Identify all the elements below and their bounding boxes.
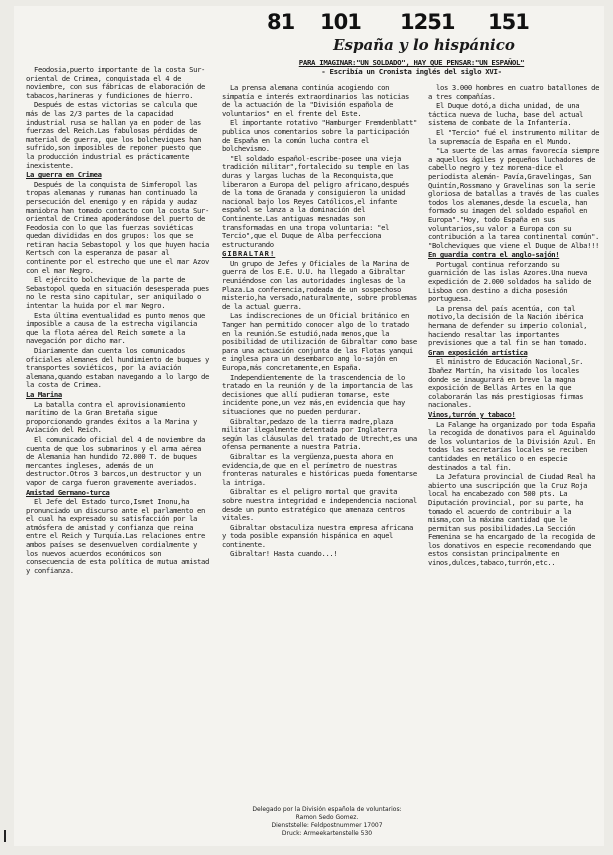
section-heading: En guardia contra el anglo-sajón! [428, 250, 560, 260]
section-heading: La Marina [26, 389, 62, 399]
paragraph: El comunicado oficial del 4 de noviembre da cuenta de que los submarinos y el arma aérea de Alemania han hundido 72.000 T. de buques mercantes ingleses, además de un destructor.Otros 3 barcos,un destructor y un vapor de carga fueron gravemente averiados. [26, 434, 206, 487]
paragraph: Esta última eventualidad es punto menos que imposible a causa de la estrecha vigilancia que la flota aérea del Reich somete a la navegación por dicho mar. [26, 310, 206, 346]
paragraph: Independientemente de la trascendencia de lo tratado en la reunión y de la importancia de las decisiones que allí pudieran tomarse, este incidente pone,un vez más,en evidencia que hay situaciones que no pueden perdurar. [222, 372, 413, 416]
paragraph: Después de estas victorias se calcula que más de las 2/3 partes de la capacidad industrial rusa se hallan ya en poder de las fuerzas del Reich.Las fabulosas pérdidas de material de guerra, que los bolcheviques han sufrido,son imposibles de reponer puesto que la producción industrial es prácticamente inexistente. [26, 100, 201, 170]
paragraph: Las indiscreciones de un Oficial británico en Tanger han permitido conocer algo de lo tratado en la reunión.Se estudió,nada menos,que la posibilidad de utilización de Gibraltar como base para una actuación conjunta de las Flotas yanqui e inglesa para un desembarco ang lo-sajón en Europa,más concretamente,en España. [222, 311, 417, 372]
paragraph: Diariamente dan cuenta los comunicados oficiales alemanes del hundimiento de buques y transportes soviéticos, por la aviación alemana,quando estaban navegando a lo largo de la costa de Crimea. [26, 346, 209, 390]
section-heading: Gran exposición artística [428, 347, 528, 357]
subheadline: PARA IMAGINAR:"UN SOLDADO", HAY QUE PENSAR:"UN ESPAÑOL" [298, 58, 525, 67]
document-page [14, 6, 604, 846]
masthead: España y lo hispánico [333, 36, 515, 54]
paragraph: Un grupo de Jefes y Oficiales de la Marina de guerra de los E.E. U.U. ha llegado a Gibraltar reuniéndose con las autoridades inglesas de la Plaza.La conferencia,rodeada de un sospechoso misterio,ha versado,naturalmente, sobre problemas de la actual guerra. [222, 258, 417, 311]
paragraph: El ministro de Educación Nacional,Sr. Ibañez Martín, ha visitado los locales donde se inaugurará en breve la magna exposición de Bellas Artes en la que colaborarán las más prestigiosas firmas nacionales. [428, 357, 584, 410]
subheadline-block [219, 58, 604, 76]
scan-mark [4, 830, 6, 842]
handwritten-number: 1251 [400, 10, 455, 34]
paragraph: los 3.000 hombres en cuatro batallones de a tres compañías. [428, 84, 600, 101]
paragraph: "El soldado español-escribe-posee una viejа tradición militar",fortalecido su temple en las duras y largas luchas de la Reconquista,que liberaron a Europa del peligro africano,después de la toma de Granada y consiguieron la unidad nacional bajo los Reyes Católicos,el infante español se lanza a la dominación del Continente.Las antiguas mesnadas son transformadas en una tropa voluntaria: "el Tercio",que el Duque de Alba perfecciona estructurando [222, 153, 409, 249]
paragraph: Portugal continua reforzando su guarnición de las islas Azores.Una nueva expedición de 2.000 soldados ha salido de Lisboa con destino a dicha posesión portuguesa. [428, 259, 592, 304]
paragraph: El Jefe del Estado turco,Ismet Inonu,ha pronunciado un discurso ante el parlamento en el cual ha expresado su satisfacción por la atmósfera de amistad y confianza que reina entre el Reich y Turquía.Las relaciones entre ambos países se desenvuelven cordialmente y los nuevos acuerdos económicos son consecuencia de esta política de mutua amistad y confianza. [26, 497, 209, 575]
paragraph: "La suerte de las armas favorecía siempre a aquellos ágiles y pequeños luchadores de cabello negro y tez morena-dice el periodista alemán- Pavía,Gravelingas, San Quintín,Rossmano y Gravelinas son la serie gloriosa de batallas a través de las cuales todos los alemanes,desde la escuela, han formado su imagen del soldado español en Europa"."Hoy, todo España en sus voluntarios,su valor a Europa con su contribución a la tarea continental común". "Bolcheviques que viene el Duque de Alba!!! [428, 146, 600, 250]
paragraph: Después de la conquista de Simferopol las tropas alemanas y rumanas han continuado la persecución del enemigo y en rápida y audaz maniobra han tomado contacto con la costa Sur-oriental de Crimea apoderándose del puerto de Feodosia con lo que las fuerzas soviéticas quedan divididas en dos grupos: los que se retiran hacia Sebastopol y los que huyen hacia Kertsch con la esperanza de pasar al continente por el estrecho que une el mar Azov con el mar Negro. [26, 179, 209, 275]
handwritten-number: 101 [320, 10, 361, 34]
paragraph: El Duque dotó,a dicha unidad, de una táctica nueva de lucha, base del actual sistema de combate de la Infantería. [428, 101, 584, 128]
paragraph: El "Tercio" fué el instrumento militar de la supremacía de España en el Mundo. [428, 127, 600, 146]
paragraph: La prensa alemana continúa acogiendo con simpatía e interés extraordinarios las noticias de la actuación de la "División española de voluntarios" en el frente del Este. [222, 84, 409, 118]
section-heading: GIBRALTAR! [222, 249, 276, 259]
paragraph: Feodosia,puerto importante de la costa Sur-oriental de Crimea, conquistada el 4 de noviembre, con sus fábricas de elaboración de tabacos,harineras y fundiciones de hierro. [26, 66, 206, 100]
colophon-line: Delegado por la División española de voluntarios: [252, 806, 402, 813]
section-heading: Amistad Germano-turca [26, 487, 110, 497]
paragraph: Gibraltar,pedazo de la tierra madre,plaza militar ilegalmente detentada por Inglaterra según las cláusulas del tratado de Utrecht,es una ofensa permanente a nuestra Patria. [222, 416, 417, 452]
paragraph: El importante rotativo "Hamburger Fremdenblatt" publica unos comentarios sobre la participación de España en la común lucha contra el bolchevismo. [222, 118, 417, 154]
paragraph: La batalla contra el aprovisionamiento marítimo de la Gran Bretaña sigue proporcionando grandes éxitos a la Marina y Aviación del Reich. [26, 399, 198, 435]
colophon-line: Druck: Armeekartenstelle 530 [281, 830, 373, 837]
section-heading: La guerra en Crimea [26, 170, 102, 180]
paragraph: El ejército bolchevique de la parte de Sebastopol queda en situación desesperada pues no le resta sino capitular, ser aniquilado o intentar la huida por el mar Negro. [26, 275, 209, 311]
paragraph: Gibraltar obstaculiza nuestra empresa africana y toda posible expansión hispánica en aquel continente. [222, 522, 413, 549]
colophon-line: Ramon Sedo Gomez. [295, 814, 359, 821]
paragraph: La Falange ha organizado por toda España la recogida de donativos para el Aguinaldo de los voluntarios de la División Azul. En todas las secretarías locales se reciben cantidades en metálico o en especie destinados a tal fin. [428, 419, 596, 472]
handwritten-number: 151 [488, 10, 529, 34]
paragraph: Gibraltar es el peligro mortal que gravita sobre nuestra integridad e independencia nacional desde un punto estratégico que amenaza centros vitales. [222, 487, 417, 523]
paragraph: Gibraltar es la vergüenza,puesta ahora en evidencia,de que en el perímetro de nuestras fronteras naturales e históricas pueda fomentarse la intriga. [222, 451, 417, 487]
paragraph: La Jefatura provincial de Ciudad Real ha abierto una suscripción que la Cruz Roja local ha encabezado con 500 pts. La Diputación provincial, por su parte, ha tomado el acuerdo de contribuir a la misma,con la máxima cantidad que le permitan sus posibilidades.La Sección Femenina se ha encargado de la recogida de los donativos en especie recomendando que estos consistan principalmente en vinos,dulces,tabaco,turrón,etc.. [428, 472, 596, 568]
colophon-line: Dienststelle: Feldpostnummer 17007 [271, 822, 383, 829]
colophon [252, 806, 402, 838]
column-left [26, 66, 212, 836]
column-middle [222, 84, 420, 802]
paragraph: Gibraltar! Hasta cuando...! [230, 549, 338, 559]
section-heading: Vinos,turrón y tabaco! [428, 409, 516, 419]
subheadline-byline: - Escribía un Cronista inglés del siglo XVI- [321, 67, 502, 76]
paragraph: La prensa del país acentúa, con tal motivo,la decisión de la Nación ibérica hermana de defender su imperio colonial, haciendo resaltar las importantes previsiones que a tal fin se han tomado. [428, 303, 588, 348]
handwritten-number: 81 [267, 10, 295, 34]
handwritten-page-numbers [14, 10, 604, 36]
column-right [428, 84, 600, 836]
